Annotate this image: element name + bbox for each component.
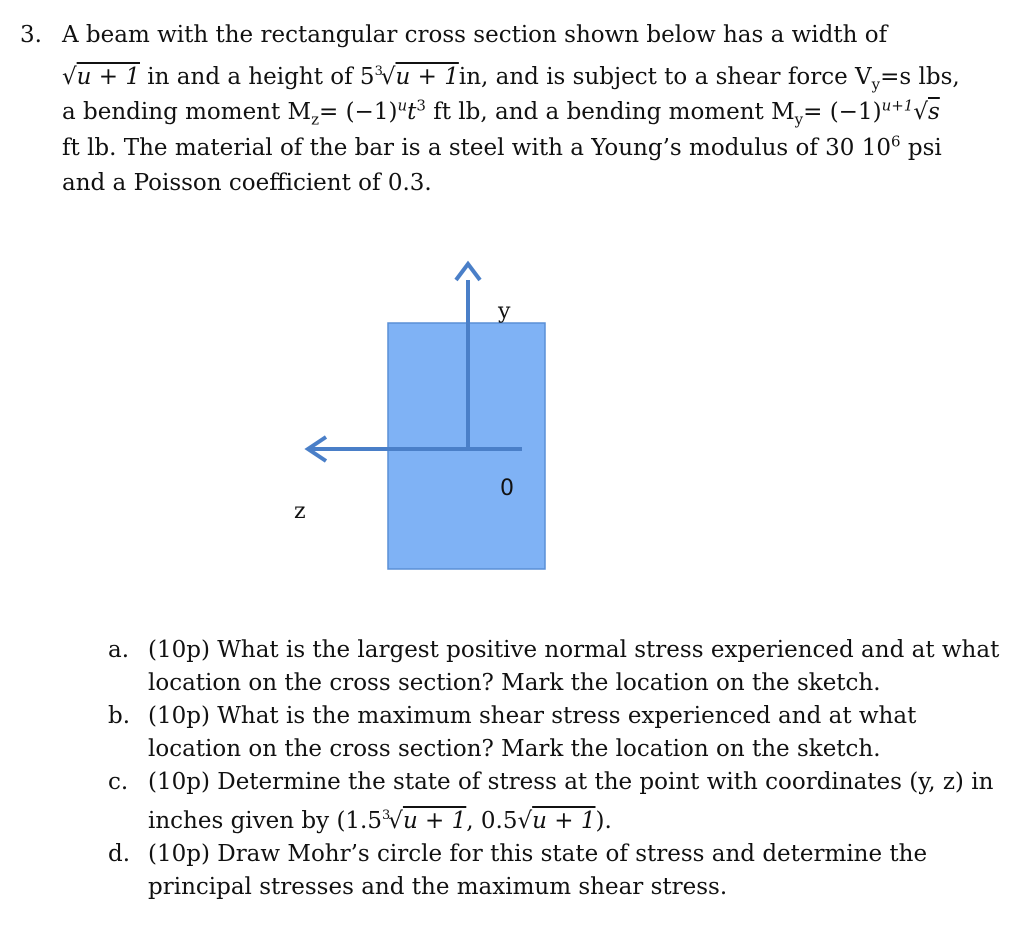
width-unit: in and a height of bbox=[140, 63, 360, 90]
part-c bbox=[108, 766, 1008, 838]
height-expression: $5^3√u + 1$ bbox=[359, 63, 459, 90]
my-radical: √s bbox=[913, 99, 940, 125]
problem-number: 3. bbox=[20, 22, 42, 48]
origin-label: 0 bbox=[500, 476, 514, 501]
intro-text: A beam with the rectangular cross section shown below has a width of bbox=[62, 22, 888, 48]
coordinate-expression: ($1.5^3√u + 1$, 0.5√u + 1). bbox=[336, 808, 612, 834]
part-text: (10p) Draw Mohr’s circle for this state of stress and determine the principal stresses and the maximum shear stress. bbox=[148, 841, 928, 900]
width-expression: √u + 1 bbox=[62, 63, 140, 90]
part-letter: b. bbox=[108, 703, 131, 729]
question-parts bbox=[108, 634, 1008, 904]
part-letter: c. bbox=[108, 769, 129, 795]
part-text: (10p) Determine the state of stress at the point with coordinates (y, z) in inches given by bbox=[148, 769, 994, 834]
part-b bbox=[108, 700, 1008, 766]
height-unit: in, and is subject to a shear force V bbox=[458, 63, 872, 90]
part-text: (10p) What is the maximum shear stress experienced and at what location on the cross section? Mark the location on the sketch. bbox=[148, 703, 917, 762]
y-axis-arrow-icon bbox=[456, 264, 480, 280]
shear-force-value: =s lbs, bbox=[880, 63, 960, 90]
cross-section-diagram bbox=[260, 250, 580, 590]
problem-text: A beam with the rectangular cross section shown below has a width of √u + 1 in and a height of $5^3√u + 1in$, and is subject to a shear force $V_y=s$ lbs, a bending moment $M_z= (-1)^ut^3$ ft lb, and a bending moment $M_y= (-1)^{u+1}√s$ ft lb. The material of the bar is a steel with a Young’s modulus of 30 $10^6$ psi and a Poisson coefficient of 0.3. bbox=[62, 22, 960, 196]
z-axis-label: z bbox=[294, 499, 306, 524]
problem-statement bbox=[20, 18, 1010, 202]
poisson-text: and a Poisson coefficient of 0.3. bbox=[62, 170, 432, 196]
part-text: (10p) What is the largest positive normal stress experienced and at what location on the cross section? Mark the location on the sketch. bbox=[148, 637, 1000, 696]
cross-section-figure bbox=[260, 250, 580, 590]
part-a bbox=[108, 634, 1008, 700]
part-letter: d. bbox=[108, 841, 131, 867]
y-axis-label: y bbox=[498, 299, 511, 324]
part-letter: a. bbox=[108, 637, 130, 663]
part-d bbox=[108, 838, 1008, 904]
